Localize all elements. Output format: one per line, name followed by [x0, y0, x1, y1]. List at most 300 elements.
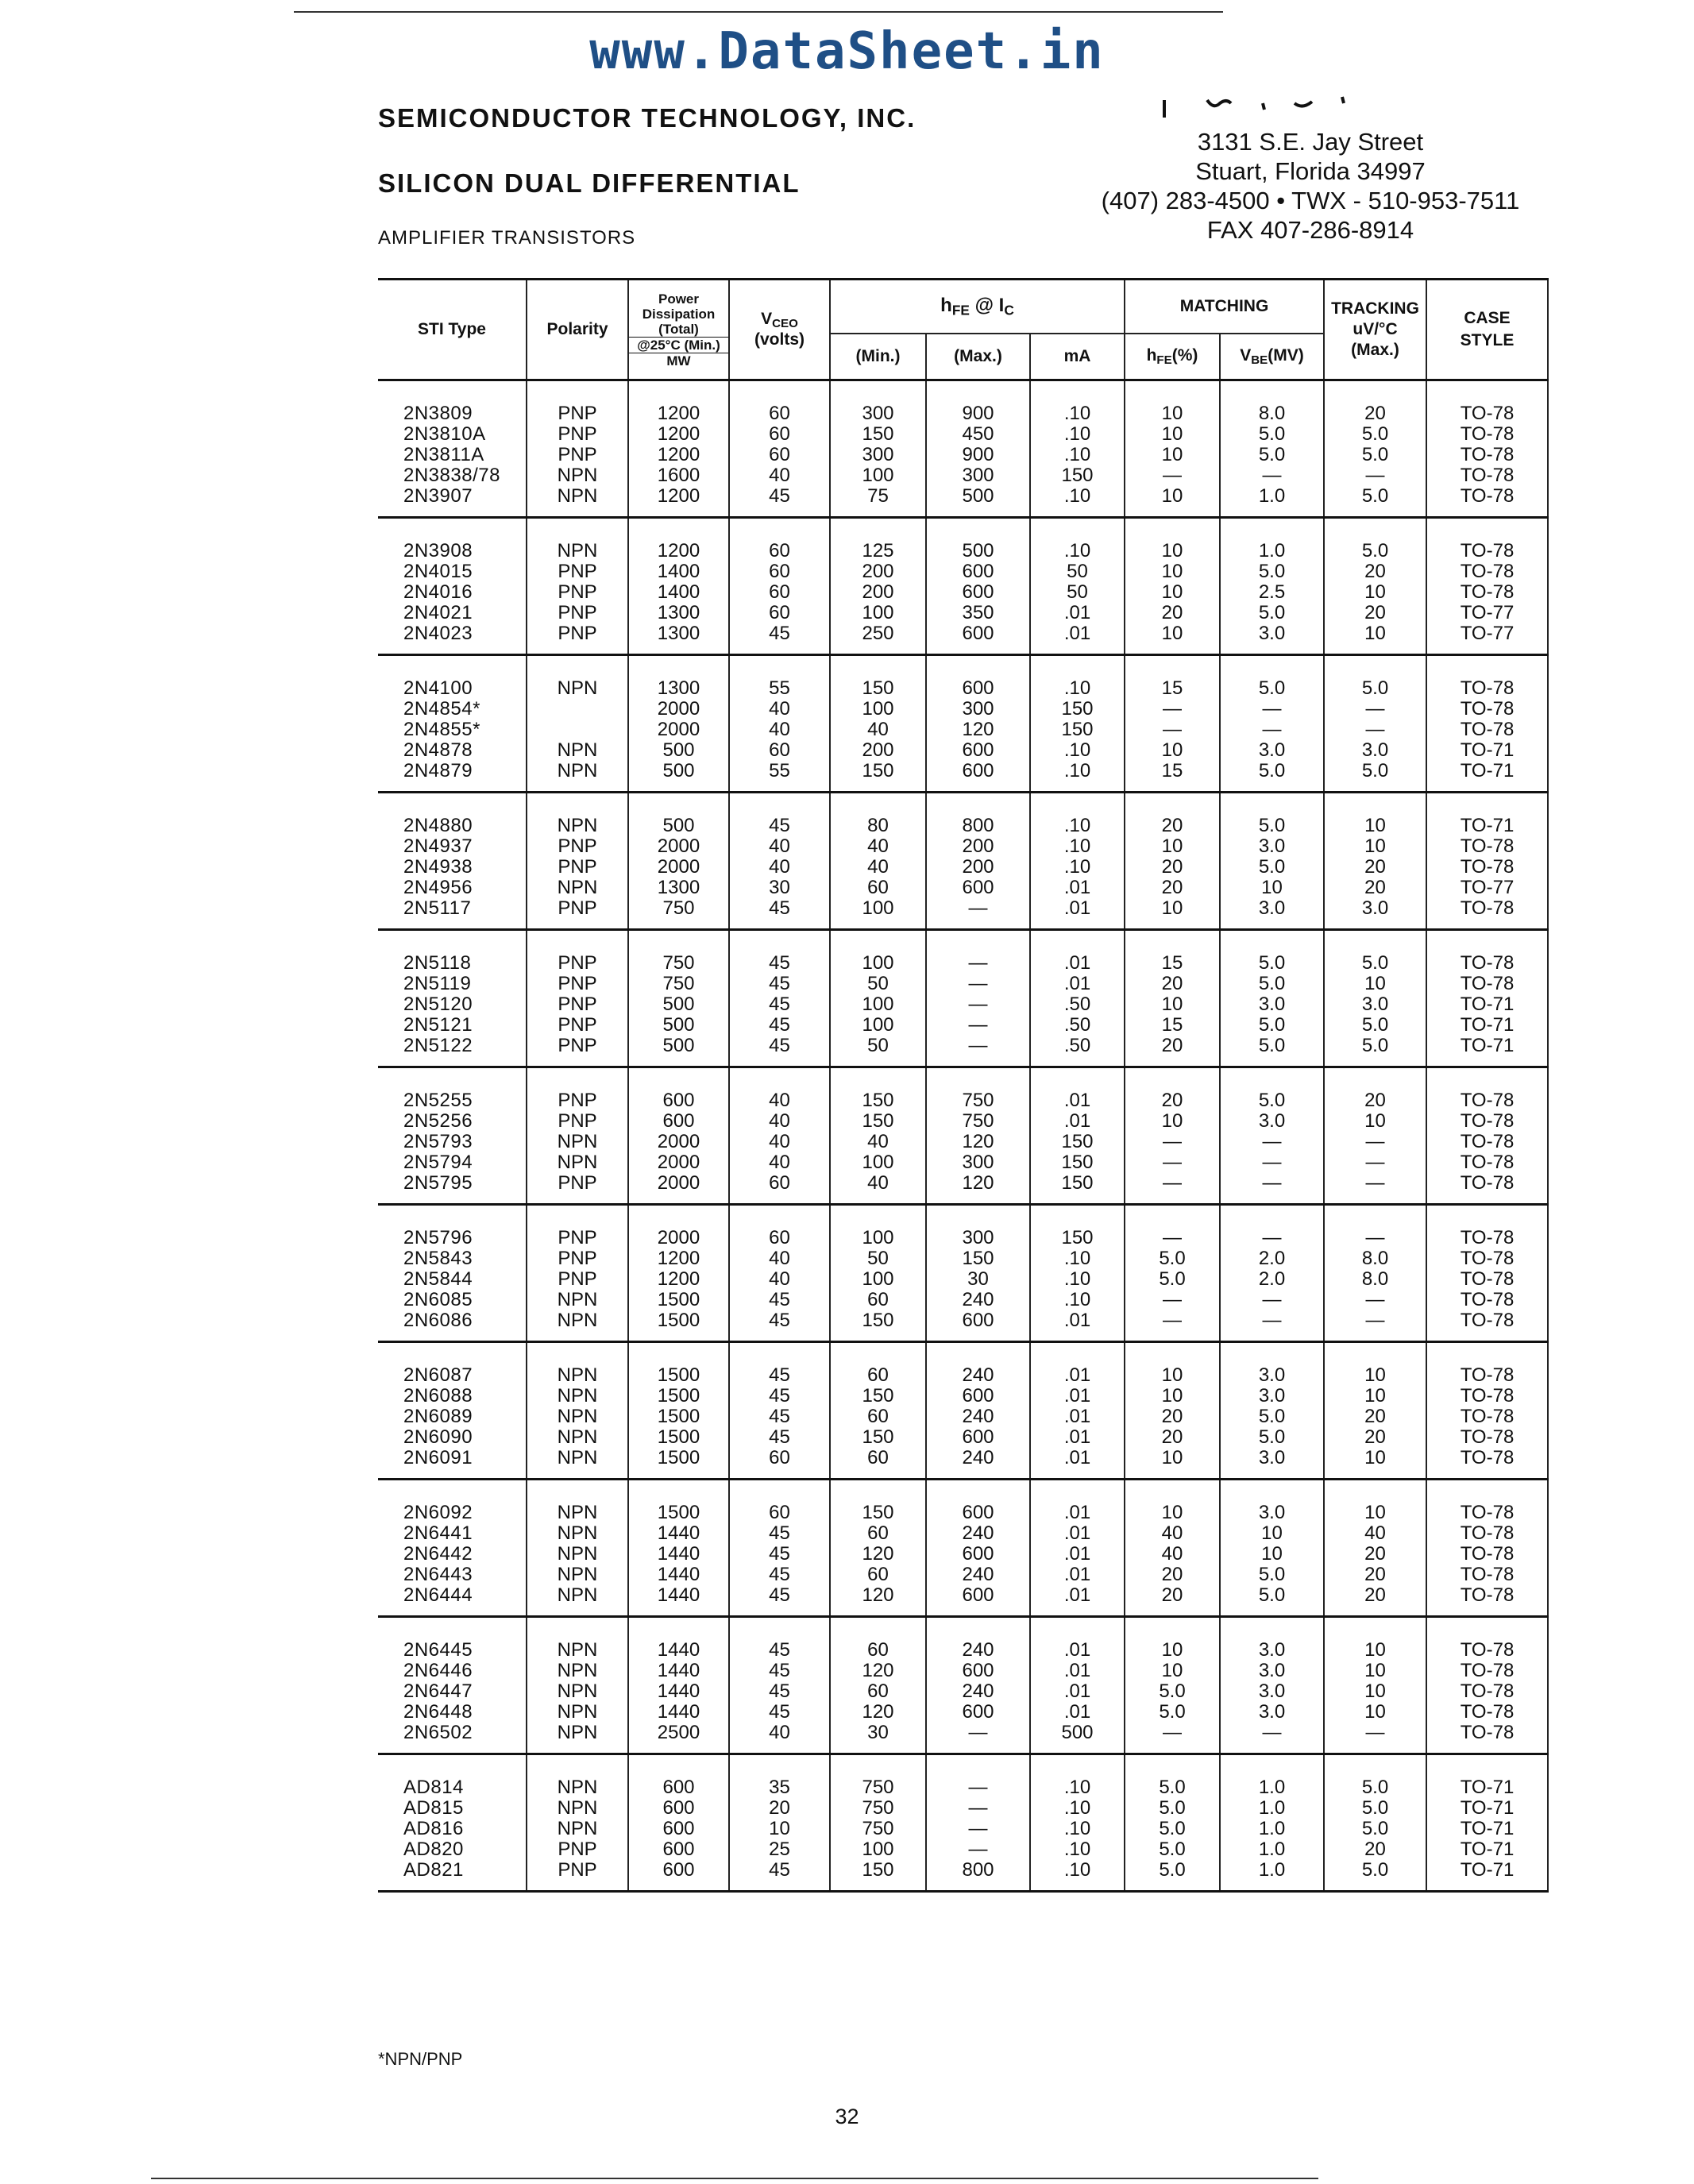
cell-match-hfe-value: 10	[1161, 403, 1183, 424]
cell-match-vbe-value: —	[1262, 1131, 1282, 1152]
cell-sti-type-value: 2N3838/78	[403, 465, 500, 486]
cell-hfe-max-value: 900	[962, 444, 994, 465]
cell-hfe-min-value: 50	[867, 1035, 889, 1056]
tracking-line: uV/°C	[1352, 320, 1398, 338]
cell-match-vbe-value: 1.0	[1258, 485, 1286, 507]
cell-polarity-value: NPN	[557, 465, 598, 486]
cell-hfe-max-value: 240	[962, 1680, 994, 1702]
cell-polarity-value: PNP	[558, 1248, 597, 1269]
cell-polarity	[527, 655, 628, 793]
cell-sti-type-value: 2N5121	[403, 1014, 473, 1036]
cell-sti-type	[378, 930, 527, 1067]
cell-hfe-min-value: 50	[867, 1248, 889, 1269]
cell-case-value: TO-78	[1460, 1426, 1515, 1448]
cell-sti-type-value: 2N5843	[403, 1248, 473, 1269]
vceo-subscript: CEO	[772, 316, 798, 330]
cell-sti-type	[378, 518, 527, 655]
cell-tracking-value: 5.0	[1361, 1818, 1389, 1839]
cell-power-value: 600	[662, 1839, 695, 1860]
cell-hfe-min-value: 100	[862, 698, 894, 720]
col-power-line: Dissipation	[642, 306, 716, 322]
cell-ic-ma-value: 50	[1067, 561, 1088, 582]
cell-hfe-max-value: 600	[962, 877, 994, 898]
cell-hfe-max-value: —	[968, 952, 988, 974]
cell-match-vbe-value: —	[1262, 1310, 1282, 1331]
cell-polarity-value: PNP	[558, 444, 597, 465]
cell-case-value: TO-78	[1460, 1502, 1515, 1523]
cell-match-vbe-value: 5.0	[1258, 760, 1286, 781]
cell-sti-type-value: AD816	[403, 1818, 464, 1839]
cell-vceo	[729, 380, 830, 518]
cell-sti-type-value: 2N4855*	[403, 719, 480, 740]
cell-polarity-value: PNP	[558, 1090, 597, 1111]
cell-vceo-value: 40	[769, 1268, 790, 1290]
cell-case-value: TO-78	[1460, 1406, 1515, 1427]
cell-polarity-value: NPN	[557, 1385, 598, 1406]
cell-sti-type-value: 2N4016	[403, 581, 473, 603]
cell-hfe-max-value: 300	[962, 698, 994, 720]
cell-ic-ma-value: .01	[1063, 1364, 1091, 1386]
cell-ic-ma-value: .10	[1063, 677, 1091, 699]
cell-vceo	[729, 1342, 830, 1480]
cell-match-hfe-value: —	[1163, 1289, 1182, 1310]
cell-sti-type-value: 2N3809	[403, 403, 473, 424]
cell-vceo-value: 60	[769, 444, 790, 465]
cell-sti-type-value: 2N3908	[403, 540, 473, 561]
cell-ic-ma	[1030, 1205, 1125, 1342]
cell-match-hfe-value: 5.0	[1159, 1248, 1186, 1269]
cell-case-value: TO-78	[1460, 677, 1515, 699]
cell-vceo-value: 55	[769, 760, 790, 781]
col-matching: MATCHING	[1125, 280, 1324, 334]
hfe-subscript: FE	[951, 302, 970, 318]
cell-match-vbe	[1220, 930, 1324, 1067]
cell-ic-ma-value: .01	[1063, 1110, 1091, 1132]
cell-tracking-value: 5.0	[1361, 760, 1389, 781]
cell-match-vbe-value: 5.0	[1258, 602, 1286, 623]
cell-ic-ma-value: .10	[1063, 1839, 1091, 1860]
cell-sti-type-value: 2N5117	[403, 897, 472, 919]
company-name: SEMICONDUCTOR TECHNOLOGY, INC.	[378, 103, 916, 133]
cell-sti-type-value: 2N5256	[403, 1110, 473, 1132]
cell-match-vbe-value: 10	[1261, 1543, 1283, 1565]
cell-power	[628, 930, 729, 1067]
cell-vceo	[729, 793, 830, 930]
cell-match-hfe-value: 10	[1161, 1364, 1183, 1386]
cell-ic-ma-value: .10	[1063, 1818, 1091, 1839]
cell-match-vbe	[1220, 793, 1324, 930]
cell-hfe-max-value: 240	[962, 1364, 994, 1386]
cell-case-value: TO-78	[1460, 1227, 1515, 1248]
cell-power-value: 600	[662, 1777, 695, 1798]
cell-hfe-min-value: 150	[862, 1090, 894, 1111]
cell-match-vbe-value: 3.0	[1258, 739, 1286, 761]
cell-case-value: TO-78	[1460, 973, 1515, 994]
cell-tracking-value: 3.0	[1361, 897, 1389, 919]
cell-hfe-max-value: 240	[962, 1447, 994, 1468]
cell-match-hfe-value: 10	[1161, 1502, 1183, 1523]
cell-ic-ma-value: .01	[1063, 1660, 1091, 1681]
cell-sti-type-value: 2N6090	[403, 1426, 473, 1448]
cell-vceo	[729, 518, 830, 655]
cell-case-value: TO-78	[1460, 444, 1515, 465]
cell-hfe-max-value: —	[968, 1839, 988, 1860]
cell-ic-ma	[1030, 1480, 1125, 1617]
cell-power-value: 1500	[657, 1289, 700, 1310]
cell-case-value: TO-71	[1460, 1797, 1515, 1819]
cell-hfe-max-value: 500	[962, 540, 994, 561]
cell-power-value: 1500	[657, 1502, 700, 1523]
cell-ic-ma	[1030, 1342, 1125, 1480]
cell-hfe-min	[830, 1617, 926, 1754]
table-row-group	[378, 655, 1548, 793]
cell-power-value: 2000	[657, 1172, 700, 1194]
cell-case-value: TO-78	[1460, 835, 1515, 857]
cell-hfe-min-value: 150	[862, 1385, 894, 1406]
cell-tracking-value: 5.0	[1361, 952, 1389, 974]
cell-ic-ma-value: .10	[1063, 1859, 1091, 1881]
col-hfe-max: (Max.)	[926, 334, 1030, 380]
tracking-line: TRACKING	[1331, 299, 1419, 318]
cell-ic-ma-value: .01	[1063, 877, 1091, 898]
cell-sti-type-value: 2N5793	[403, 1131, 473, 1152]
cell-hfe-max-value: 600	[962, 1502, 994, 1523]
cell-hfe-min-value: 100	[862, 1839, 894, 1860]
cell-match-hfe-value: —	[1163, 698, 1182, 720]
cell-match-hfe-value: —	[1163, 1227, 1182, 1248]
cell-ic-ma-value: .01	[1063, 1090, 1091, 1111]
cell-match-hfe	[1125, 1205, 1220, 1342]
cell-tracking-value: 5.0	[1361, 677, 1389, 699]
cell-polarity-value: PNP	[558, 1172, 597, 1194]
cell-match-hfe-value: 10	[1161, 897, 1183, 919]
cell-match-vbe-value: —	[1262, 698, 1282, 720]
cell-polarity-value: PNP	[558, 973, 597, 994]
cell-polarity-value: NPN	[557, 1426, 598, 1448]
cell-power-value: 1200	[657, 485, 700, 507]
cell-match-hfe-value: 10	[1161, 1639, 1183, 1661]
cell-match-hfe-value: 20	[1161, 877, 1183, 898]
cell-tracking-value: 10	[1364, 1447, 1386, 1468]
col-ic-ma: mA	[1030, 334, 1125, 380]
match-vbe-subscript: BE	[1251, 353, 1268, 367]
cell-ic-ma-value: .50	[1063, 1035, 1091, 1056]
cell-hfe-max-value: —	[968, 1777, 988, 1798]
cell-ic-ma	[1030, 380, 1125, 518]
cell-match-hfe-value: 10	[1161, 561, 1183, 582]
cell-case-value: TO-78	[1460, 856, 1515, 878]
cell-tracking-value: 20	[1364, 1543, 1386, 1565]
cell-hfe-min-value: 60	[867, 1639, 889, 1661]
cell-polarity-value: NPN	[557, 1543, 598, 1565]
cell-vceo-value: 60	[769, 602, 790, 623]
cell-tracking-value: 5.0	[1361, 444, 1389, 465]
cell-hfe-min-value: 300	[862, 403, 894, 424]
cell-vceo-value: 60	[769, 540, 790, 561]
cell-case-value: TO-78	[1460, 485, 1515, 507]
cell-match-vbe-value: 5.0	[1258, 1090, 1286, 1111]
cell-vceo-value: 55	[769, 677, 790, 699]
cell-match-vbe-value: 3.0	[1258, 1447, 1286, 1468]
cell-tracking-value: 10	[1364, 1680, 1386, 1702]
cell-case-value: TO-78	[1460, 897, 1515, 919]
cell-hfe-max-value: 240	[962, 1406, 994, 1427]
cell-hfe-min-value: 100	[862, 465, 894, 486]
cell-sti-type-value: AD814	[403, 1777, 464, 1798]
cell-tracking-value: 10	[1364, 1639, 1386, 1661]
cell-hfe-max-value: 600	[962, 1543, 994, 1565]
cell-hfe-max-value: 600	[962, 1584, 994, 1606]
cell-match-hfe	[1125, 1067, 1220, 1205]
cell-vceo-value: 60	[769, 1172, 790, 1194]
cell-vceo-value: 20	[769, 1797, 790, 1819]
cell-hfe-max-value: —	[968, 1722, 988, 1743]
cell-case-value: TO-78	[1460, 698, 1515, 720]
cell-match-vbe-value: —	[1262, 1152, 1282, 1173]
cell-vceo-value: 45	[769, 1014, 790, 1036]
cell-hfe-min-value: 100	[862, 897, 894, 919]
table-row-group	[378, 930, 1548, 1067]
cell-case-value: TO-78	[1460, 1131, 1515, 1152]
cell-hfe-min-value: 40	[867, 856, 889, 878]
cell-polarity-value: NPN	[557, 1502, 598, 1523]
cell-polarity-value: NPN	[557, 1818, 598, 1839]
cell-hfe-min-value: 150	[862, 1310, 894, 1331]
cell-polarity-value: PNP	[558, 1110, 597, 1132]
cell-polarity	[527, 1754, 628, 1892]
cell-tracking-value: 20	[1364, 856, 1386, 878]
cell-tracking	[1324, 930, 1426, 1067]
cell-match-hfe-value: 5.0	[1159, 1268, 1186, 1290]
cell-hfe-min-value: 200	[862, 561, 894, 582]
cell-sti-type	[378, 1205, 527, 1342]
cell-ic-ma-value: .10	[1063, 835, 1091, 857]
cell-match-hfe	[1125, 518, 1220, 655]
cell-tracking-value: 20	[1364, 1406, 1386, 1427]
cell-power	[628, 380, 729, 518]
cell-ic-ma-value: .01	[1063, 602, 1091, 623]
cell-match-hfe-value: 5.0	[1159, 1859, 1186, 1881]
cell-case	[1426, 793, 1548, 930]
cell-hfe-max	[926, 1480, 1030, 1617]
cell-polarity-value: NPN	[557, 760, 598, 781]
cell-hfe-min-value: 125	[862, 540, 894, 561]
cell-case	[1426, 380, 1548, 518]
cell-sti-type-value: 2N4854*	[403, 698, 480, 720]
cell-polarity-value: PNP	[558, 623, 597, 644]
cell-match-vbe-value: 1.0	[1258, 1818, 1286, 1839]
cell-hfe-min-value: 120	[862, 1660, 894, 1681]
table-row-group	[378, 1342, 1548, 1480]
cell-match-hfe-value: 15	[1161, 1014, 1183, 1036]
cell-hfe-min-value: 200	[862, 581, 894, 603]
cell-hfe-max	[926, 655, 1030, 793]
cell-polarity	[527, 793, 628, 930]
col-power	[628, 280, 729, 380]
cell-hfe-min-value: 150	[862, 1426, 894, 1448]
cell-hfe-min-value: 750	[862, 1818, 894, 1839]
table-row-group	[378, 518, 1548, 655]
cell-power-value: 1440	[657, 1701, 700, 1723]
cell-hfe-max-value: —	[968, 1797, 988, 1819]
cell-tracking-value: 5.0	[1361, 1035, 1389, 1056]
cell-match-vbe-value: —	[1262, 719, 1282, 740]
cell-tracking-value: 20	[1364, 1584, 1386, 1606]
cell-sti-type-value: 2N4880	[403, 815, 473, 836]
cell-ic-ma	[1030, 518, 1125, 655]
cell-hfe-min-value: 50	[867, 973, 889, 994]
cell-power	[628, 1617, 729, 1754]
cell-sti-type-value: 2N4956	[403, 877, 473, 898]
case-line: CASE	[1464, 309, 1511, 327]
cell-vceo-value: 25	[769, 1839, 790, 1860]
cell-power-value: 1200	[657, 444, 700, 465]
cell-hfe-min	[830, 1342, 926, 1480]
cell-power-value: 500	[662, 815, 695, 836]
cell-vceo-value: 45	[769, 1680, 790, 1702]
cell-match-hfe	[1125, 1342, 1220, 1480]
cell-case-value: TO-78	[1460, 1701, 1515, 1723]
cell-power-value: 1500	[657, 1426, 700, 1448]
cell-power-value: 500	[662, 1014, 695, 1036]
cell-match-vbe-value: 8.0	[1258, 403, 1286, 424]
cell-match-hfe-value: —	[1163, 1152, 1182, 1173]
cell-polarity-value: NPN	[557, 1522, 598, 1544]
cell-tracking-value: 20	[1364, 1564, 1386, 1585]
cell-ic-ma-value: .01	[1063, 1502, 1091, 1523]
ic-subscript: C	[1004, 302, 1014, 318]
cell-ic-ma-value: 150	[1061, 1172, 1094, 1194]
cell-ic-ma-value: .01	[1063, 1701, 1091, 1723]
cell-polarity-value: NPN	[557, 1447, 598, 1468]
page-number: 32	[835, 2105, 859, 2128]
vceo-symbol: V	[761, 310, 773, 329]
cell-polarity	[527, 1617, 628, 1754]
cell-match-vbe	[1220, 1754, 1324, 1892]
cell-sti-type-value: 2N4937	[403, 835, 473, 857]
cell-match-hfe	[1125, 1754, 1220, 1892]
cell-vceo-value: 40	[769, 719, 790, 740]
cell-tracking	[1324, 1067, 1426, 1205]
cell-match-hfe-value: 20	[1161, 1406, 1183, 1427]
cell-match-hfe-value: —	[1163, 465, 1182, 486]
cell-case-value: TO-78	[1460, 1090, 1515, 1111]
logo-mark	[1161, 86, 1352, 125]
cell-case-value: TO-78	[1460, 1639, 1515, 1661]
cell-ic-ma-value: .01	[1063, 1564, 1091, 1585]
cell-sti-type-value: 2N6448	[403, 1701, 473, 1723]
cell-hfe-min-value: 40	[867, 1131, 889, 1152]
cell-hfe-max-value: 800	[962, 815, 994, 836]
cell-ic-ma-value: .10	[1063, 1268, 1091, 1290]
cell-vceo-value: 35	[769, 1777, 790, 1798]
cell-match-hfe-value: 5.0	[1159, 1680, 1186, 1702]
cell-vceo-value: 45	[769, 973, 790, 994]
cell-tracking-value: 8.0	[1361, 1268, 1389, 1290]
cell-ic-ma-value: .50	[1063, 1014, 1091, 1036]
cell-vceo-value: 45	[769, 1385, 790, 1406]
cell-tracking	[1324, 655, 1426, 793]
cell-match-hfe-value: 5.0	[1159, 1701, 1186, 1723]
cell-ic-ma-value: .01	[1063, 897, 1091, 919]
cell-hfe-min-value: 80	[867, 815, 889, 836]
page-title: SILICON DUAL DIFFERENTIAL	[378, 168, 801, 198]
cell-vceo	[729, 930, 830, 1067]
cell-ic-ma-value: .01	[1063, 623, 1091, 644]
cell-sti-type-value: AD820	[403, 1839, 464, 1860]
cell-power	[628, 793, 729, 930]
cell-match-vbe	[1220, 1205, 1324, 1342]
cell-sti-type-value: 2N5255	[403, 1090, 473, 1111]
cell-polarity	[527, 518, 628, 655]
cell-ic-ma-value: .01	[1063, 1385, 1091, 1406]
cell-tracking-value: 10	[1364, 1502, 1386, 1523]
cell-power-value: 1440	[657, 1680, 700, 1702]
cell-ic-ma-value: 500	[1061, 1722, 1094, 1743]
cell-sti-type-value: 2N5120	[403, 994, 473, 1015]
case-line: STYLE	[1460, 331, 1515, 349]
cell-tracking-value: 20	[1364, 1090, 1386, 1111]
cell-power	[628, 518, 729, 655]
cell-ic-ma-value: .01	[1063, 1639, 1091, 1661]
cell-sti-type-value: 2N5796	[403, 1227, 473, 1248]
address-line: (407) 283-4500 • TWX - 510-953-7511	[1101, 187, 1520, 214]
cell-polarity-value: NPN	[557, 1131, 598, 1152]
cell-ic-ma-value: .10	[1063, 856, 1091, 878]
cell-vceo	[729, 1067, 830, 1205]
cell-case-value: TO-78	[1460, 1564, 1515, 1585]
cell-match-vbe-value: 3.0	[1258, 897, 1286, 919]
cell-power-value: 600	[662, 1818, 695, 1839]
cell-vceo-value: 45	[769, 1426, 790, 1448]
cell-ic-ma-value: .10	[1063, 423, 1091, 445]
cell-vceo-value: 60	[769, 423, 790, 445]
cell-sti-type-value: 2N4879	[403, 760, 473, 781]
cell-match-vbe-value: 3.0	[1258, 1660, 1286, 1681]
cell-vceo-value: 45	[769, 1289, 790, 1310]
cell-vceo	[729, 1205, 830, 1342]
cell-polarity-value: PNP	[558, 602, 597, 623]
cell-polarity-value	[527, 699, 627, 720]
cell-power-value: 1300	[657, 877, 700, 898]
cell-polarity-value: NPN	[557, 1364, 598, 1386]
cell-power-value: 1500	[657, 1385, 700, 1406]
cell-polarity-value: PNP	[558, 952, 597, 974]
cell-sti-type	[378, 793, 527, 930]
cell-match-vbe-value: 5.0	[1258, 973, 1286, 994]
cell-ic-ma-value: .50	[1063, 994, 1091, 1015]
cell-hfe-max	[926, 793, 1030, 930]
cell-power-value: 1440	[657, 1584, 700, 1606]
cell-ic-ma-value: .10	[1063, 739, 1091, 761]
cell-sti-type-value: 2N4938	[403, 856, 473, 878]
cell-case-value: TO-78	[1460, 1543, 1515, 1565]
cell-match-vbe-value: —	[1262, 1289, 1282, 1310]
cell-match-vbe-value: 1.0	[1258, 1777, 1286, 1798]
cell-tracking-value: —	[1365, 1152, 1385, 1173]
cell-tracking	[1324, 793, 1426, 930]
cell-tracking-value: —	[1365, 698, 1385, 720]
cell-match-vbe	[1220, 1480, 1324, 1617]
cell-tracking-value: 5.0	[1361, 423, 1389, 445]
cell-hfe-max-value: —	[968, 1035, 988, 1056]
cell-polarity-value: PNP	[558, 1268, 597, 1290]
cell-tracking-value: 5.0	[1361, 1014, 1389, 1036]
cell-match-hfe-value: 5.0	[1159, 1818, 1186, 1839]
cell-hfe-max-value: —	[968, 1014, 988, 1036]
cell-match-hfe-value: 20	[1161, 602, 1183, 623]
cell-match-hfe	[1125, 655, 1220, 793]
